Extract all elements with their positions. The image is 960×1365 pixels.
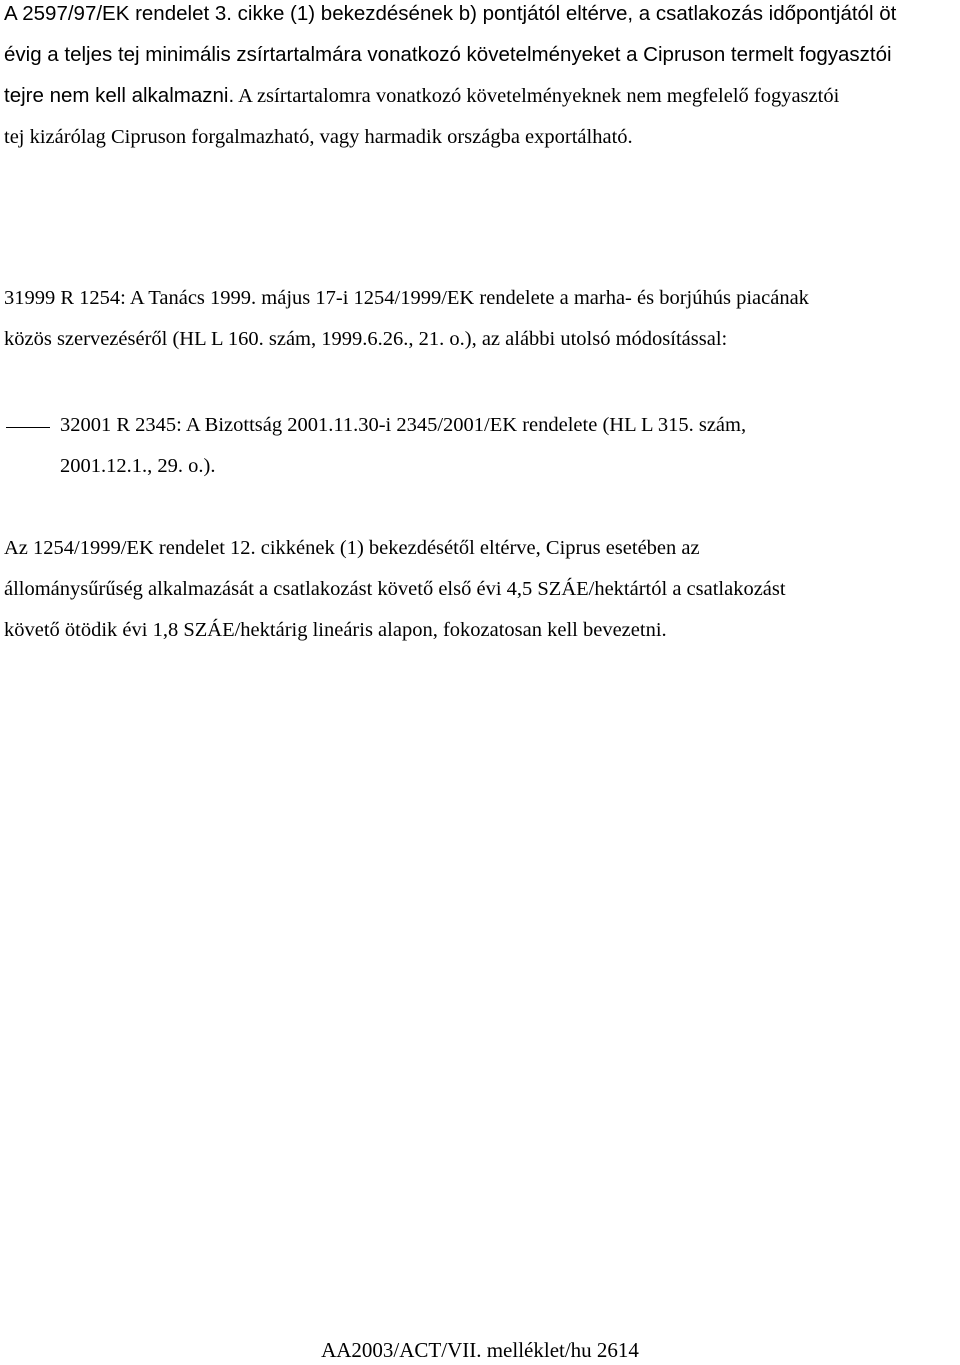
paragraph-line: 2001.12.1., 29. o.). [60, 455, 216, 477]
page-footer: AA2003/ACT/VII. melléklet/hu 2614 [321, 1338, 639, 1362]
paragraph-line: tej kizárólag Cipruson forgalmazható, vagy harmadik országba exportálható. [4, 126, 633, 148]
paragraph-line-segment: tejre nem kell alkalmazni. [4, 84, 235, 107]
dash-bullet [6, 427, 50, 428]
paragraph-line: évig a teljes tej minimális zsírtartalmára vonatkozó követelményeket a Cipruson termelt fogyasztói [4, 43, 892, 66]
paragraph-line: közös szervezéséről (HL L 160. szám, 1999.6.26., 21. o.), az alábbi utolsó módosítással: [4, 328, 728, 350]
paragraph-line: 31999 R 1254: A Tanács 1999. május 17-i 1254/1999/EK rendelete a marha- és borjúhús piacának [4, 287, 809, 309]
paragraph-line: állománysűrűség alkalmazását a csatlakozást követő első évi 4,5 SZÁE/hektártól a csatlakozást [4, 578, 786, 600]
paragraph-line: A 2597/97/EK rendelet 3. cikke (1) bekezdésének b) pontjától eltérve, a csatlakozás időpontjától öt [4, 2, 897, 25]
paragraph-line-segment: A zsírtartalomra vonatkozó követelményeknek nem megfelelő fogyasztói [234, 85, 840, 107]
amendment-text [60, 405, 940, 487]
paragraph-line [4, 75, 960, 117]
paragraph-regulation-reference [4, 278, 960, 360]
paragraph-milk-fat-derogation [4, 0, 960, 158]
paragraph-stocking-density-derogation [4, 528, 960, 651]
paragraph-line: Az 1254/1999/EK rendelet 12. cikkének (1) bekezdésétől eltérve, Ciprus esetében az [4, 537, 700, 559]
paragraph-line: követő ötödik évi 1,8 SZÁE/hektárig lineáris alapon, fokozatosan kell bevezetni. [4, 619, 667, 641]
paragraph-line: 32001 R 2345: A Bizottság 2001.11.30-i 2345/2001/EK rendelete (HL L 315. szám, [60, 414, 747, 436]
